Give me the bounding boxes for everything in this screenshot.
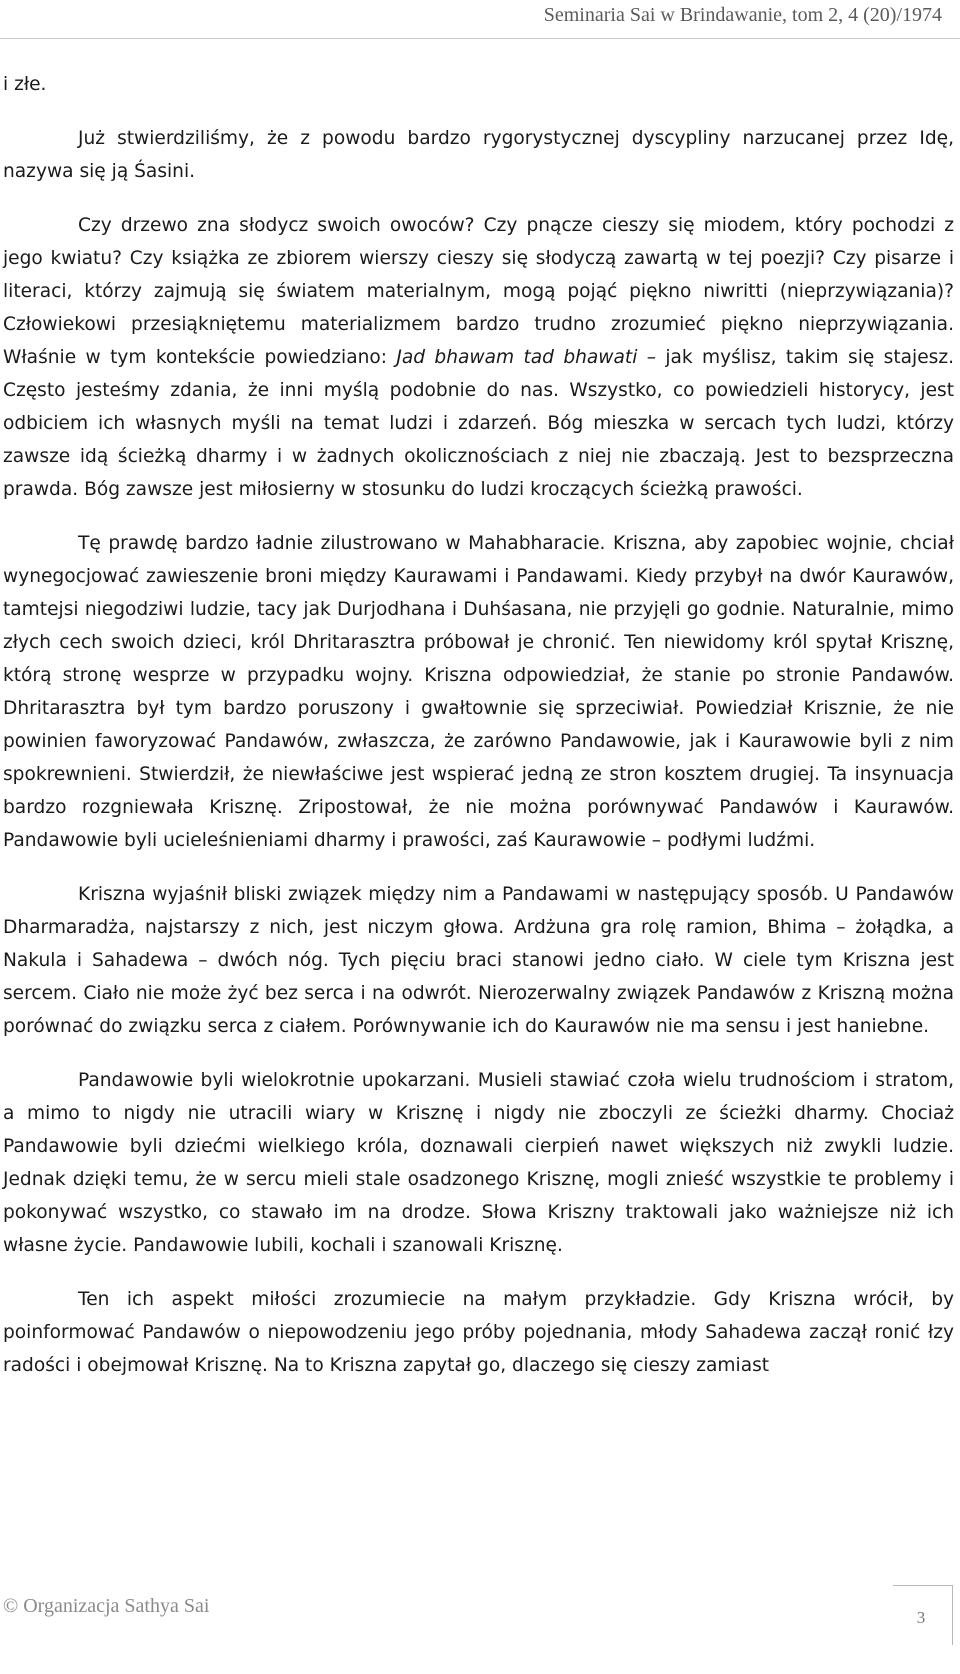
paragraph-2: Już stwierdziliśmy, że z powodu bardzo rygorystycznej dyscypliny narzucanej przez Idę, nazywa się ją Śasini.	[3, 128, 954, 182]
paragraph-4: Tę prawdę bardzo ładnie zilustrowano w Mahabharacie. Kriszna, aby zapobiec wojnie, chciał wynegocjować zawieszenie broni między Kaurawami i Pandawami. Kiedy przybył na dwór Kaurawów, tamtejsi niegodziwi ludzie, tacy jak Durjodhana i Duhśasana, nie przyjęli go godnie. Naturalnie, mimo złych cech swoich dzieci, król Dhritarasztra próbował je chronić. Ten niewidomy król spytał Krisznę, którą stronę wesprze w przypadku wojny. Kriszna odpowiedział, że stanie po stronie Pandawów. Dhritarasztra był tym bardzo poruszony i gwałtownie się sprzeciwiał. Powiedział Krisznie, że nie powinien faworyzować Pandawów, zwłaszcza, że zarówno Pandawowie, jak i Kaurawowie byli z nim spokrewnieni. Stwierdził, że niewłaściwe jest wspierać jedną ze stron kosztem drugiej. Ta insynuacja bardzo rozgniewała Krisznę. Zripostował, że nie można porównywać Pandawów i Kaurawów. Pandawowie byli ucieleśnieniami dharmy i prawości, zaś Kaurawowie – podłymi ludźmi.	[3, 533, 954, 851]
paragraph-3-text-a: Czy drzewo zna słodycz swoich owoców? Czy pnącze cieszy się miodem, który pochodzi z jego kwiatu? Czy książka ze zbiorem wierszy cieszy się słodyczą zawartą w tej poezji? Czy pisarze i literaci, którzy zajmują się światem materialnym, mogą pojąć piękno niwritti (nieprzywiązania)? Człowiekowi przesiąkniętemu materializmem bardzo trudno zrozumieć piękno nieprzywiązania. Właśnie w tym kontekście powiedziano:	[3, 215, 954, 368]
page-number: 3	[916, 1608, 926, 1627]
running-header: Seminaria Sai w Brindawanie, tom 2, 4 (20)/1974	[543, 4, 942, 26]
sanskrit-quote: Jad bhawam tad bhawati	[396, 347, 638, 368]
header-divider	[0, 38, 960, 39]
paragraph-3-text-b: – jak myślisz, takim się stajesz. Często jesteśmy zdania, że inni myślą podobnie do nas. Wszystko, co powiedzieli historycy, jest odbiciem ich własnych myśli na temat ludzi i zdarzeń. Bóg mieszka w sercach tych ludzi, którzy zawsze idą ścieżką dharmy i w żadnych okolicznościach z niej nie zbaczają. Jest to bezsprzeczna prawda. Bóg zawsze jest miłosierny w stosunku do ludzi kroczących ścieżką prawości.	[3, 347, 954, 500]
paragraph-3	[3, 209, 954, 506]
document-body	[3, 68, 954, 1403]
paragraph-6: Pandawowie byli wielokrotnie upokarzani. Musieli stawiać czoła wielu trudnościom i stratom, a mimo to nigdy nie utracili wiary w Krisznę i nigdy nie zboczyli ze ścieżki dharmy. Chociaż Pandawowie byli dziećmi wielkiego króla, doznawali cierpień nawet większych niż zwykli ludzie. Jednak dzięki temu, że w sercu mieli stale osadzonego Krisznę, mogli znieść wszystkie te problemy i pokonywać wszystko, co stawało im na drodze. Słowa Kriszny traktowali jako ważniejsze niż ich własne życie. Pandawowie lubili, kochali i szanowali Krisznę.	[3, 1070, 954, 1256]
paragraph-1: i złe.	[3, 74, 47, 95]
paragraph-7: Ten ich aspekt miłości zrozumiecie na małym przykładzie. Gdy Kriszna wrócił, by poinformować Pandawów o niepowodzeniu jego próby pojednania, młody Sahadewa zaczął ronić łzy radości i obejmował Krisznę. Na to Kriszna zapytał go, dlaczego się cieszy zamiast	[3, 1289, 954, 1376]
footer-copyright: © Organizacja Sathya Sai	[3, 1595, 210, 1617]
paragraph-5: Kriszna wyjaśnił bliski związek między nim a Pandawami w następujący sposób. U Pandawów Dharmaradża, najstarszy z nich, jest niczym głowa. Ardżuna gra rolę ramion, Bhima – żołądka, a Nakula i Sahadewa – dwóch nóg. Tych pięciu braci stanowi jedno ciało. W ciele tym Kriszna jest sercem. Ciało nie może żyć bez serca i na odwrót. Nierozerwalny związek Pandawów z Kriszną można porównać do związku serca z ciałem. Porównywanie ich do Kaurawów nie ma sensu i jest haniebne.	[3, 884, 954, 1037]
